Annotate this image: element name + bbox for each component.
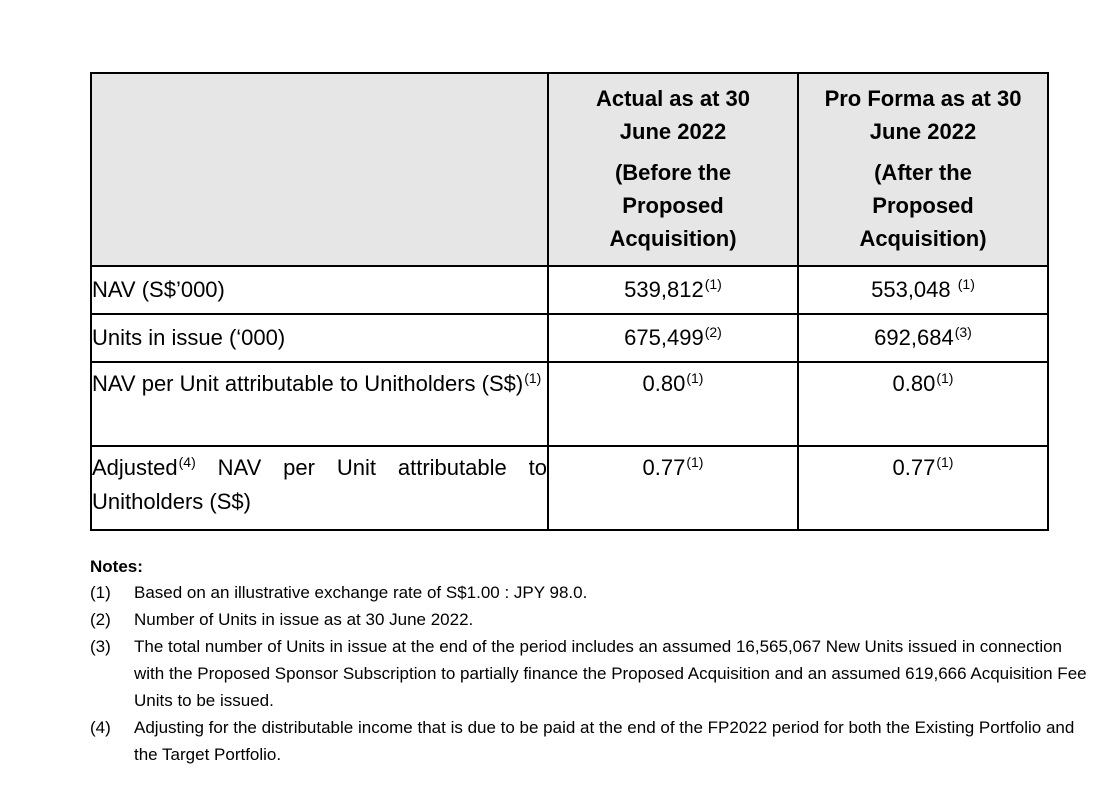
actual-value: 675,499 (624, 325, 704, 350)
actual-value: 0.77 (642, 455, 686, 480)
proforma-value-cell (798, 314, 1048, 362)
actual-value: 0.80 (642, 371, 686, 396)
header-proforma-line: Pro Forma as at 30 (824, 86, 1022, 111)
note-number: (4) (90, 718, 111, 737)
note-number: (2) (90, 610, 111, 629)
row-label (91, 362, 548, 446)
nav-table (90, 72, 1049, 531)
footnote-ref: (4) (178, 454, 196, 470)
footnote-ref: (3) (954, 324, 972, 340)
row-label-prefix: Adjusted (92, 455, 178, 480)
header-row (91, 73, 1048, 266)
notes-title: Notes: (90, 557, 143, 576)
actual-value-cell (548, 266, 798, 314)
note-text: Number of Units in issue as at 30 June 2022. (134, 610, 474, 629)
actual-value-cell (548, 446, 798, 530)
header-actual-line: Actual as at 30 (595, 86, 751, 111)
table-row (91, 362, 1048, 446)
note-number: (3) (90, 637, 111, 656)
header-actual-line: Acquisition) (609, 226, 737, 251)
table-row (91, 446, 1048, 530)
row-label-text: NAV per Unit attributable to Unitholders (S$) (92, 455, 547, 514)
note-item (90, 633, 1090, 714)
note-item (90, 579, 1090, 606)
header-actual-line: Proposed (622, 193, 724, 218)
note-number: (1) (90, 583, 111, 602)
header-proforma-line: (After the (874, 160, 972, 185)
footnote-ref: (1) (686, 454, 704, 470)
table-row (91, 266, 1048, 314)
note-item (90, 714, 1090, 768)
footnote-ref: (1) (957, 276, 975, 292)
proforma-value: 692,684 (874, 325, 954, 350)
notes-section (90, 553, 1090, 768)
row-label-text: NAV per Unit attributable to Unitholders (S$) (92, 371, 524, 396)
proforma-value-cell (798, 446, 1048, 530)
header-proforma (798, 73, 1048, 266)
proforma-value: 0.77 (892, 455, 936, 480)
footnote-ref: (1) (704, 276, 722, 292)
proforma-value: 0.80 (892, 371, 936, 396)
actual-value-cell (548, 314, 798, 362)
row-label-text: NAV (S$’000) (92, 277, 225, 302)
actual-value-cell (548, 362, 798, 446)
header-proforma-line: June 2022 (869, 119, 977, 144)
footnote-ref: (1) (524, 370, 542, 386)
header-actual (548, 73, 798, 266)
header-actual-line: (Before the (614, 160, 732, 185)
actual-value: 539,812 (624, 277, 704, 302)
footnote-ref: (1) (936, 454, 954, 470)
row-label-text: Units in issue (‘000) (92, 325, 286, 350)
note-text: Based on an illustrative exchange rate of S$1.00 : JPY 98.0. (134, 583, 588, 602)
note-text: Adjusting for the distributable income that is due to be paid at the end of the FP2022 period for both the Existing Portfolio and the Target Portfolio. (134, 718, 1075, 764)
footnote-ref: (2) (704, 324, 722, 340)
row-label (91, 266, 548, 314)
row-label (91, 446, 548, 530)
header-actual-line: June 2022 (619, 119, 727, 144)
footnote-ref: (1) (686, 370, 704, 386)
proforma-value-cell (798, 362, 1048, 446)
note-text: The total number of Units in issue at the end of the period includes an assumed 16,565,067 New Units issued in connection with the Proposed Sponsor Subscription to partially finance the Proposed Acquisition and an assumed 619,666 Acquisition Fee Units to be issued. (134, 637, 1087, 710)
footnote-ref: (1) (936, 370, 954, 386)
header-proforma-line: Acquisition) (859, 226, 987, 251)
row-label (91, 314, 548, 362)
note-item (90, 606, 1090, 633)
table-row (91, 314, 1048, 362)
header-proforma-line: Proposed (872, 193, 974, 218)
proforma-value-cell (798, 266, 1048, 314)
proforma-value: 553,048 (871, 277, 957, 302)
header-blank-cell (91, 73, 548, 266)
